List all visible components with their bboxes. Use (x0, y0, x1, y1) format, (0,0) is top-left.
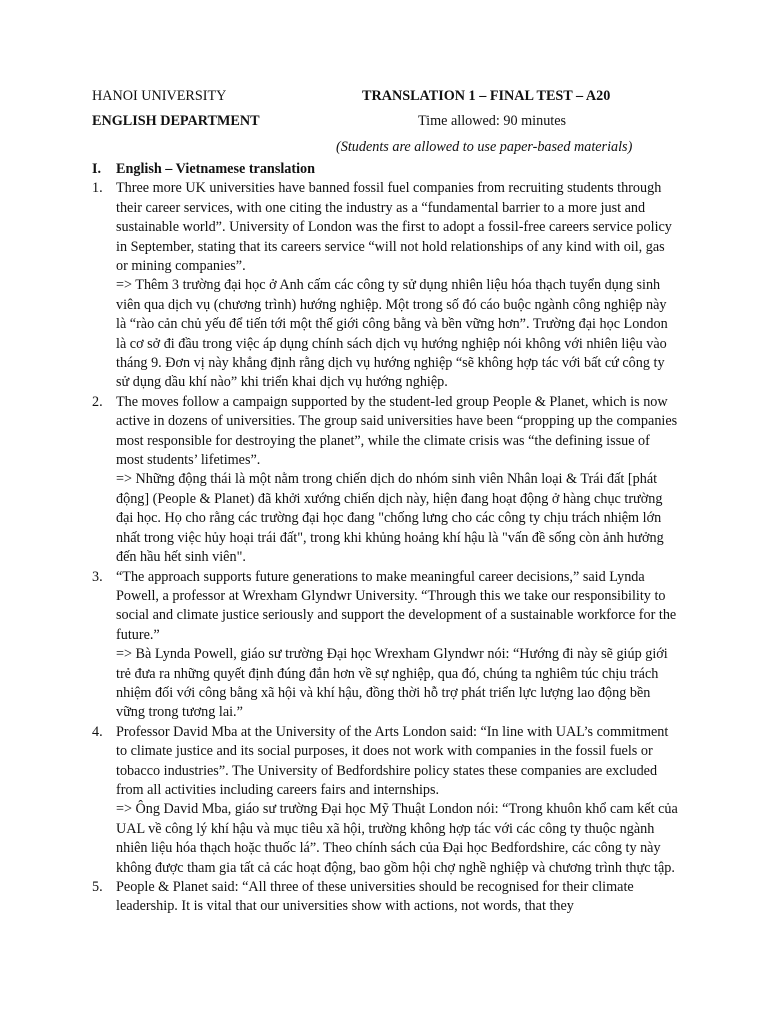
item-number: 3. (92, 568, 103, 585)
list-item (92, 393, 680, 568)
translation-list (92, 179, 680, 916)
department-name: ENGLISH DEPARTMENT (92, 113, 260, 129)
section-title: English – Vietnamese translation (116, 161, 316, 177)
section-heading (92, 160, 315, 179)
university-name: HANOI UNIVERSITY (92, 88, 227, 104)
item-number: 1. (92, 180, 103, 197)
item-number: 2. (92, 393, 103, 410)
vietnamese-translation: => Bà Lynda Powell, giáo sư trường Đại học Wrexham Glyndwr nói: “Hướng đi này sẽ giúp giới trẻ đưa ra những quyết định đúng đắn hơn về sự nghiệp, qua đó, chúng ta nghiêm túc chịu trách nhiệm đối với công bằng xã hội và khí hậu, đồng thời hỗ trợ phát triển lực lượng lao động bền vững trong tương lai.” (116, 646, 668, 721)
list-item (92, 723, 680, 878)
item-number: 4. (92, 723, 103, 740)
english-paragraph: Three more UK universities have banned fossil fuel companies from recruiting students through their career services, with one citing the industry as a “fundamental barrier to a more just and sustainable world”. University of London was the first to adopt a fossil-free careers service policy in September, stating that its careers service “will not hold relationships of any kind with oil, gas or mining companies”. (116, 180, 672, 275)
materials-note: (Students are allowed to use paper-based materials) (336, 139, 633, 155)
vietnamese-translation: => Thêm 3 trường đại học ở Anh cấm các công ty sử dụng nhiên liệu hóa thạch tuyển dụng sinh viên qua dịch vụ (chương trình) hướng nghiệp. Một trong số đó cáo buộc ngành công nghiệp này là “rào cản chủ yếu để tiến tới một thế giới công bằng và bền vững hơn”. Trường đại học London là cơ sở đi đầu trong việc áp dụng chính sách dịch vụ hướng nghiệp nói không với nhiên liệu vào tháng 9. Đơn vị này khẳng định rằng dịch vụ hướng nghiệp “sẽ không hợp tác với bất cứ công ty sử dụng dầu khí nào” khi triển khai dịch vụ hướng nghiệp. (116, 277, 668, 391)
english-paragraph: The moves follow a campaign supported by the student-led group People & Planet, which is now active in dozens of universities. The group said universities have been “propping up the companies most responsible for destroying the planet”, while the climate crisis was “the defining issue of most students’ lifetimes”. (116, 393, 678, 469)
vietnamese-translation: => Ông David Mba, giáo sư trường Đại học Mỹ Thuật London nói: “Trong khuôn khổ cam kết của UAL về công lý khí hậu và mục tiêu xã hội, trường không hợp tác với các công ty thuộc ngành nhiên liệu hóa thạch hoặc thuốc lá”. Theo chính sách của Đại học Bedfordshire, các công ty này không được tham gia tất cả các hoạt động, bao gồm hội chợ nghề nghiệp và chương trình thực tập. (116, 801, 678, 876)
english-paragraph: Professor David Mba at the University of the Arts London said: “In line with UAL’s commitment to climate justice and its social purposes, it does not work with companies in the fossil fuels or tobacco industries”. The University of Bedfordshire policy states these companies are excluded from all activities including careers fairs and internships. (116, 723, 669, 798)
vietnamese-translation: => Những động thái là một nằm trong chiến dịch do nhóm sinh viên Nhân loại & Trái đất [phát động] (People & Planet) đã khởi xướng chiến dịch này, hiện đang hoạt động ở hàng chục trường đại học. Họ cho rằng các trường đại học đang "chống lưng cho các công ty chịu trách nhiệm lớn nhất trong việc hủy hoại trái đất", trong khi khủng hoảng khí hậu là "vấn đề sống còn ảnh hưởng đến hầu hết sinh viên". (116, 471, 664, 566)
list-item (92, 179, 680, 392)
test-title: TRANSLATION 1 – FINAL TEST – A20 (362, 88, 611, 104)
english-paragraph: “The approach supports future generations to make meaningful career decisions,” said Lynda Powell, a professor at Wrexham Glyndwr University. “Through this we take our responsibility to social and climate justice seriously and support the development of a sustainable workforce for the future.” (116, 568, 677, 643)
list-item (92, 878, 680, 917)
list-item (92, 568, 680, 723)
time-allowed: Time allowed: 90 minutes (418, 113, 567, 129)
item-number: 5. (92, 879, 103, 896)
english-paragraph: People & Planet said: “All three of these universities should be recognised for their climate leadership. It is vital that our universities show with actions, not words, that they (116, 879, 634, 915)
section-number: I. (92, 161, 102, 177)
